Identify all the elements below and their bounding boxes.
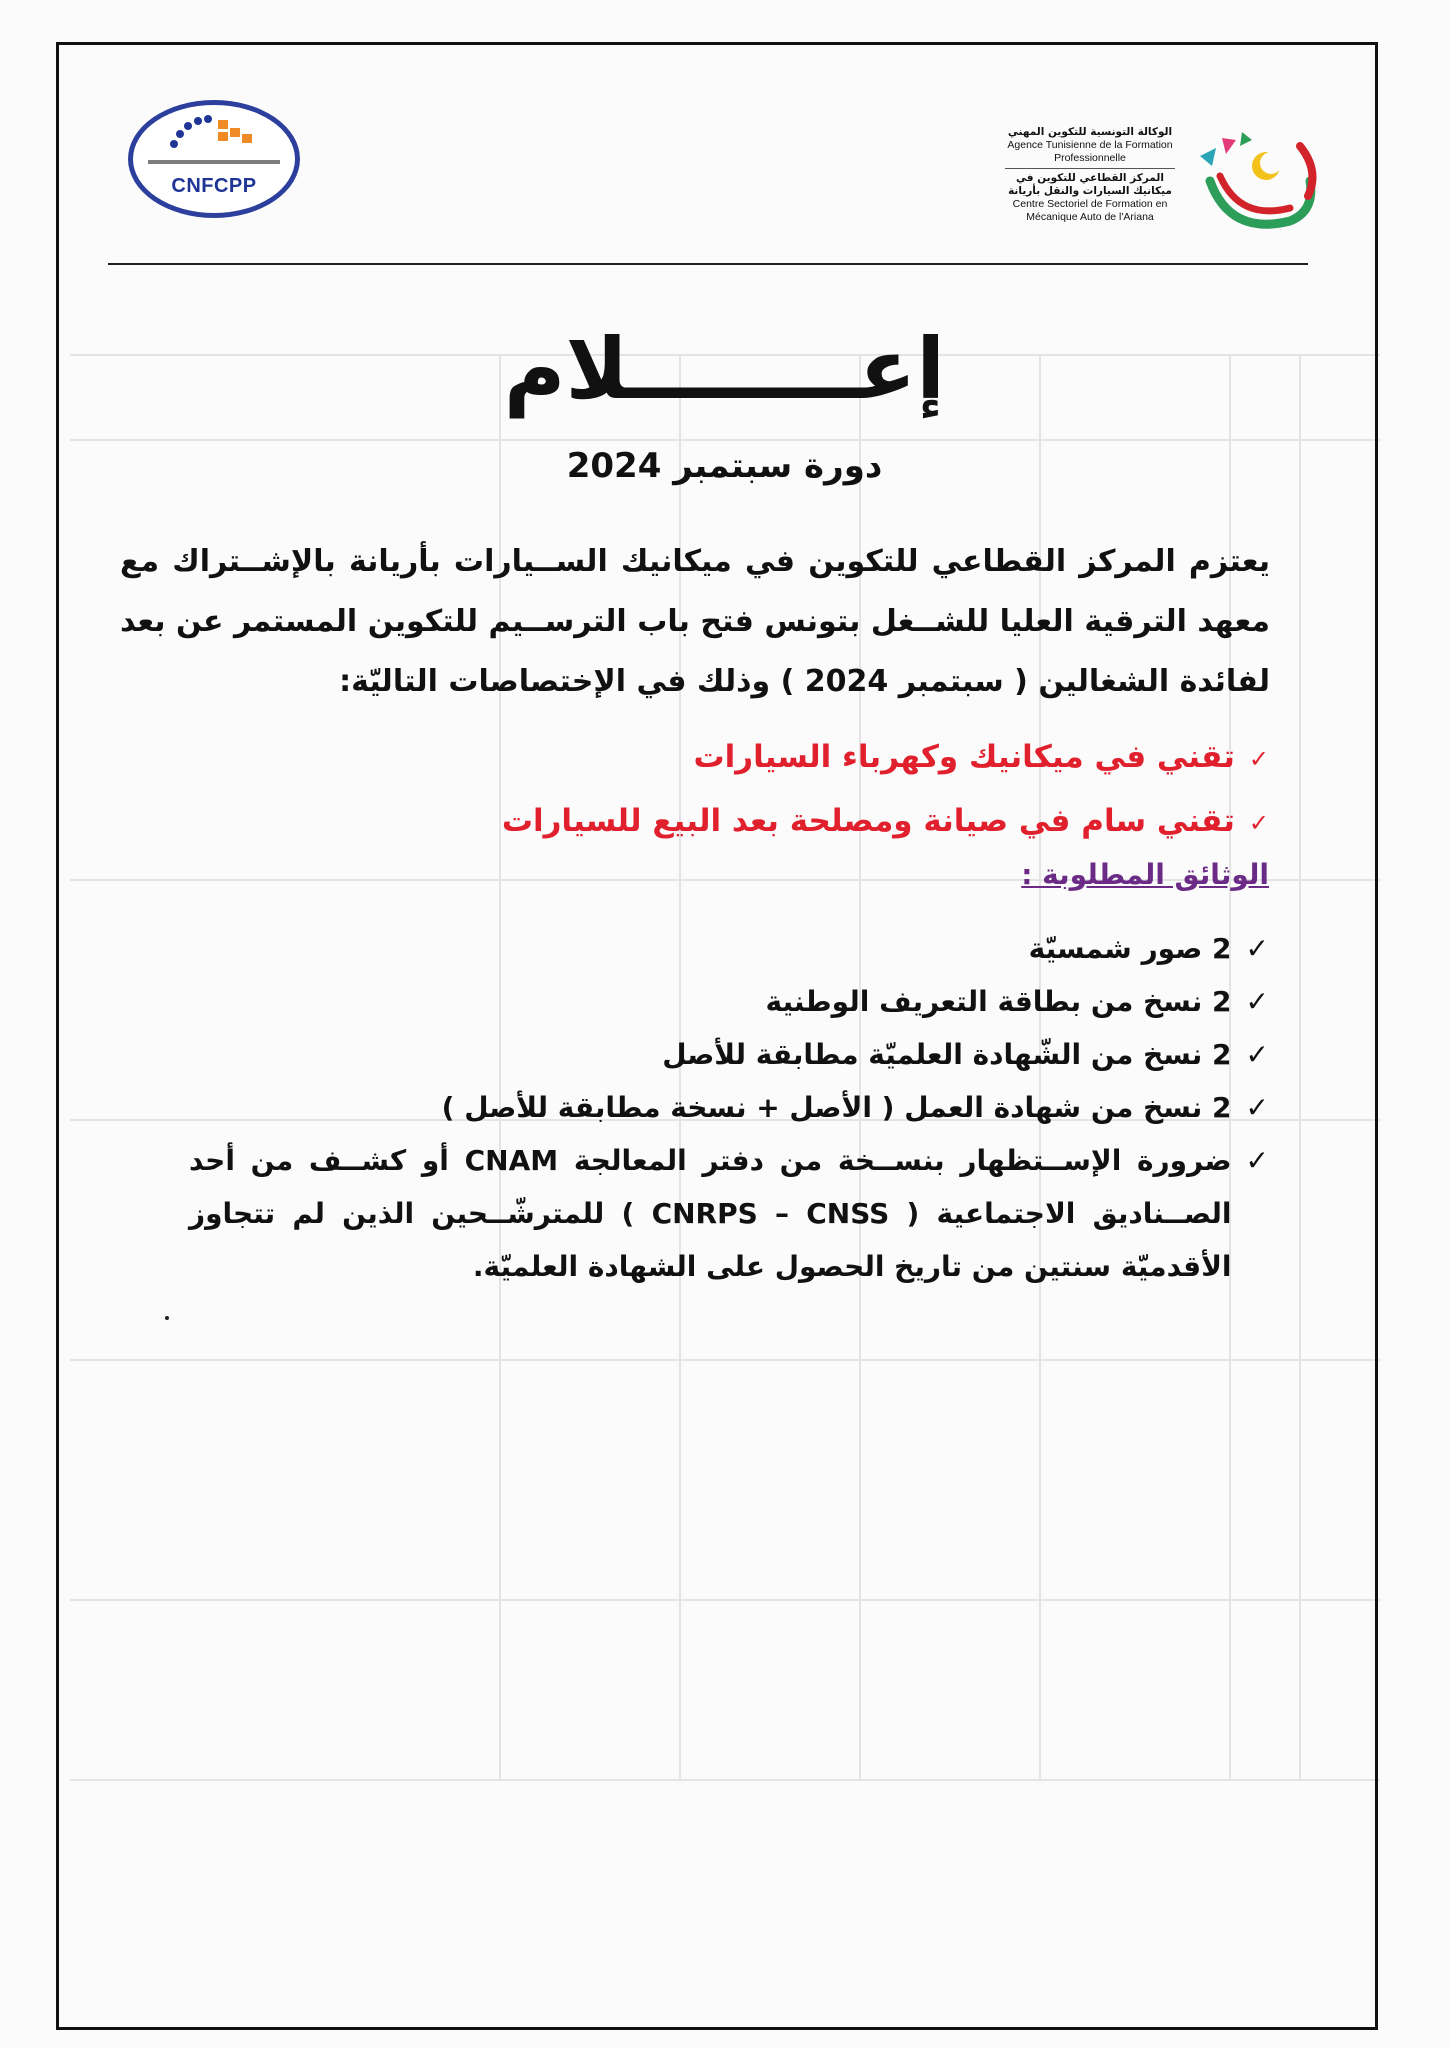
document-text: 2 نسخ من شهادة العمل ( الأصل + نسخة مطابقة للأصل ) (441, 1091, 1232, 1124)
atfp-logo (990, 126, 1320, 244)
header-divider (108, 263, 1308, 265)
cnfcpp-emblem-icon (168, 114, 260, 154)
center-name-ar: المركز القطاعي للتكوين في ميكانيك السيارات والنقل بأريانة (1008, 172, 1172, 197)
list-item (189, 1028, 1269, 1081)
stray-mark (165, 1316, 169, 1320)
required-documents-label: الوثائق المطلوبة : (1021, 858, 1269, 891)
agency-name-ar: الوكالة التونسية للتكوين المهني (1007, 126, 1173, 138)
list-item (189, 922, 1269, 975)
document-text: 2 نسخ من بطاقة التعريف الوطنية (765, 985, 1232, 1018)
intro-paragraph: يعتزم المركز القطاعي للتكوين في ميكانيك الســيارات بأريانة بالإشــتراك مع معهد الترقية العليا للشــغل بتونس فتح باب الترســيم للتكوين المستمر عن بعد لفائدة الشغالين ( سبتمبر 2024 ) وذلك في الإختصاصات التاليّة: (120, 544, 1270, 699)
notice-title: إعــــــــلام (503, 320, 946, 418)
check-icon: ✓ (1245, 1144, 1269, 1177)
list-item (189, 1134, 1269, 1293)
document-text: 2 صور شمسيّة (1028, 932, 1232, 965)
specialty-text: تقني في ميكانيك وكهرباء السيارات (693, 739, 1235, 775)
check-icon: ✓ (1245, 1038, 1269, 1071)
list-item (502, 790, 1269, 854)
atfp-emblem-icon (1190, 126, 1320, 244)
session-subtitle: دورة سبتمبر 2024 (566, 446, 883, 486)
list-item (189, 975, 1269, 1028)
specialty-text: تقني سام في صيانة ومصلحة بعد البيع للسيارات (501, 803, 1235, 839)
check-icon: ✓ (1245, 1091, 1269, 1124)
check-icon: ✓ (1248, 745, 1269, 773)
list-item (502, 726, 1269, 790)
check-icon: ✓ (1245, 985, 1269, 1018)
list-item (189, 1081, 1269, 1134)
check-icon: ✓ (1248, 809, 1269, 837)
cnfcpp-logo (128, 100, 300, 218)
documents-list (189, 922, 1269, 1293)
document-text: 2 نسخ من الشّهادة العلميّة مطابقة للأصل (662, 1038, 1232, 1071)
check-icon: ✓ (1245, 932, 1269, 965)
center-name-fr: Centre Sectoriel de Formation en Mécanique Auto de l'Ariana (1012, 198, 1168, 223)
document-text: ضرورة الإســتظهار بنســخة من دفتر المعالجة CNAM أو كشــف من أحد الصــناديق الاجتماعية ( CNRPS – CNSS ) للمترشّــحين الذين لم تتجاوز الأقدميّة سنتين من تاريخ الحصول على الشهادة العلميّة. (189, 1144, 1232, 1283)
specialties-list (502, 726, 1269, 854)
cnfcpp-logo-text: CNFCPP (171, 175, 257, 197)
agency-name-fr: Agence Tunisienne de la Formation Professionnelle (1007, 139, 1173, 164)
